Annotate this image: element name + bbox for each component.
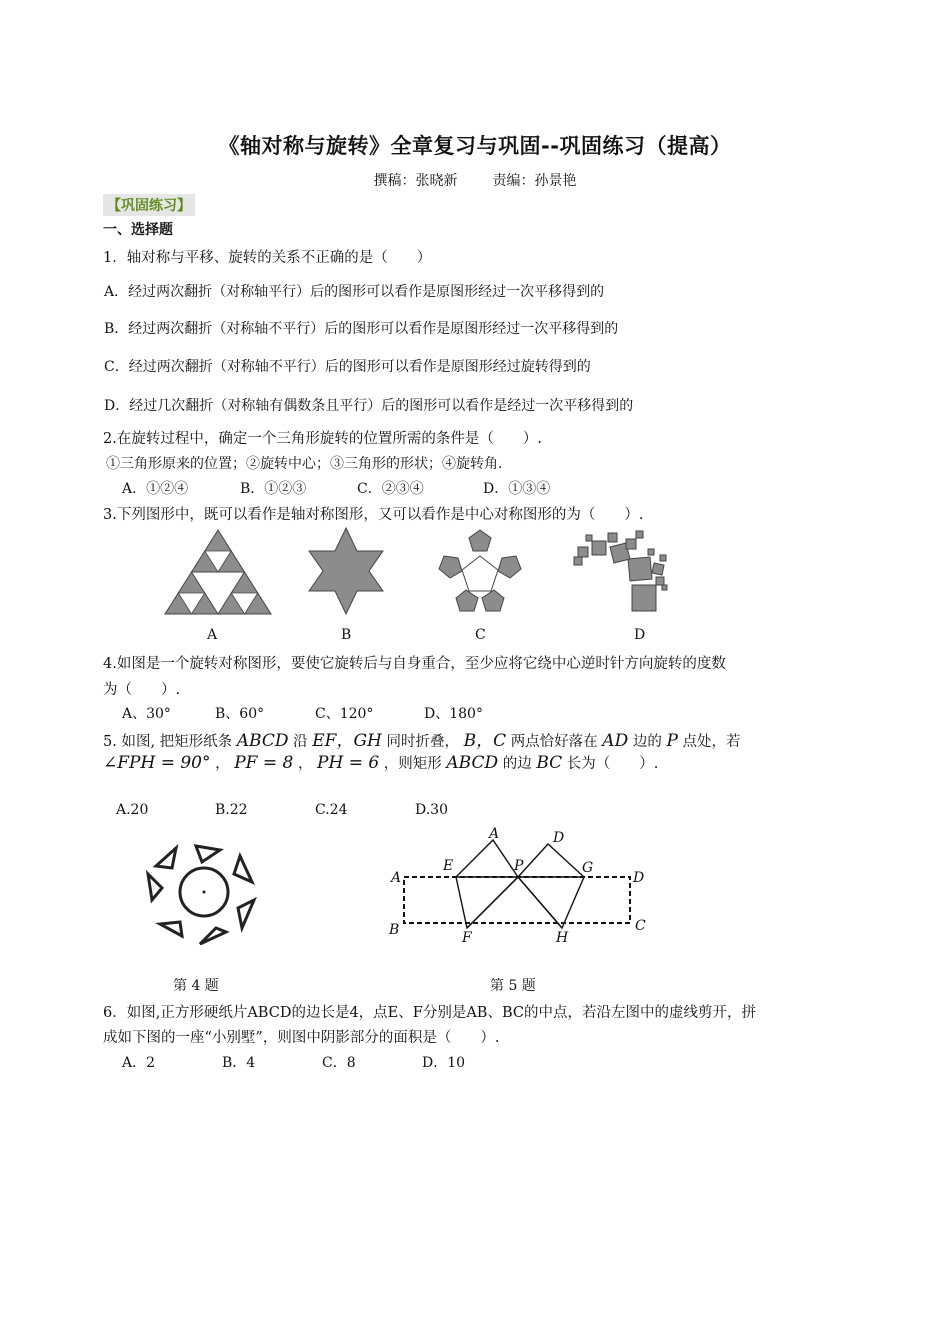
q2-conditions: ①三角形原来的位置；②旋转中心；③三角形的形状；④旋转角.	[106, 456, 503, 472]
q5-fig-label-a: A	[391, 870, 402, 886]
q2-option-b: B．①②③	[240, 481, 307, 497]
q5-fig-label-f: F	[462, 930, 472, 946]
q5-text: ，	[215, 756, 230, 772]
q5-fig-label-h: H	[556, 930, 569, 946]
q5-text: 5. 如图, 把矩形纸条	[103, 734, 233, 750]
q3-figure-a-sierpinski	[163, 528, 273, 616]
q5-math-ph: PH = 6	[317, 753, 380, 773]
q5-text: 同时折叠，	[386, 734, 459, 750]
q3-label-a: A	[207, 627, 218, 643]
page-title: 《轴对称与旋转》全章复习与巩固--巩固练习（提高）	[218, 134, 732, 158]
q5-text: 边的	[632, 734, 662, 750]
q6-option-a: A．2	[122, 1055, 156, 1071]
q5-text: 两点恰好落在	[510, 734, 598, 750]
q5-option-a: A.20	[116, 802, 149, 818]
q5-text: 长为（ ）.	[566, 756, 659, 772]
q5-math-ef-gh: EF，GH	[312, 731, 382, 751]
q6-stem-line2: 成如下图的一座“小别墅”，则图中阴影部分的面积是（ ）.	[103, 1030, 500, 1046]
q5-stem-line2	[103, 752, 658, 773]
q5-fig-label-p: P	[514, 858, 524, 874]
q6-option-d: D．10	[422, 1055, 466, 1071]
q5-option-b: B.22	[215, 802, 248, 818]
q1-option-b: B．经过两次翻折（对称轴不平行）后的图形可以看作是原图形经过一次平移得到的	[104, 321, 619, 337]
caption-q5: 第 5 题	[490, 978, 536, 994]
q6-option-c: C．8	[322, 1055, 356, 1071]
editor: 责编：孙景艳	[492, 173, 577, 189]
q5-fig-label-b: B	[389, 922, 400, 938]
caption-q4: 第 4 题	[173, 978, 219, 994]
q2-option-a: A．①②④	[122, 481, 189, 497]
q5-text: 沿	[293, 734, 308, 750]
q4-option-b: B、60°	[215, 706, 265, 722]
q5-math-angle: ∠FPH = 90°	[103, 753, 211, 773]
q1-option-a: A．经过两次翻折（对称轴平行）后的图形可以看作是原图形经过一次平移得到的	[104, 284, 605, 300]
q5-math-bc-points: B，C	[463, 731, 507, 751]
q5-text: 点处，若	[682, 734, 741, 750]
q5-fig-label-a-top: A	[489, 826, 500, 842]
q5-math-bc: BC	[536, 753, 563, 773]
q5-math-abcd: ABCD	[236, 731, 289, 751]
q1-option-d: D．经过几次翻折（对称轴有偶数条且平行）后的图形可以看作是经过一次平移得到的	[104, 398, 634, 414]
q5-math-abcd: ABCD	[446, 753, 499, 773]
q5-text: 的边	[502, 756, 532, 772]
q3-figure-b-hexagram	[307, 526, 385, 616]
q5-math-p: P	[666, 731, 678, 751]
q5-fig-label-c: C	[635, 918, 646, 934]
q5-option-c: C.24	[315, 802, 348, 818]
q3-label-b: B	[341, 627, 352, 643]
q6-stem-line1: 6．如图,正方形硬纸片ABCD的边长是4，点E、F分别是AB、BC的中点，若沿左图中的虚线剪开，拼	[103, 1005, 756, 1021]
q3-figure-d-pythagoras-tree	[570, 527, 670, 615]
q3-label-c: C	[475, 627, 486, 643]
q4-option-c: C、120°	[315, 706, 374, 722]
section-badge: 【巩固练习】	[103, 194, 195, 216]
byline	[0, 170, 950, 190]
section-heading: 一、选择题	[103, 222, 173, 238]
q1-option-c: C．经过两次翻折（对称轴不平行）后的图形可以看作是原图形经过旋转得到的	[104, 359, 591, 375]
q4-option-d: D、180°	[424, 706, 483, 722]
q2-option-c: C．②③④	[357, 481, 424, 497]
q5-option-d: D.30	[415, 802, 448, 818]
q4-stem-line2: 为（ ）.	[103, 682, 181, 698]
q4-option-a: A、30°	[122, 706, 171, 722]
q3-label-d: D	[634, 627, 646, 643]
q5-fig-label-e: E	[443, 858, 454, 874]
q5-fig-label-d: D	[633, 870, 645, 886]
q3-figure-c-pentagon-ring	[432, 528, 528, 618]
q4-stem-line1: 4.如图是一个旋转对称图形，要使它旋转后与自身重合，至少应将它绕中心逆时针方向旋转的度数	[103, 656, 726, 672]
q5-math-ad: AD	[602, 731, 629, 751]
q5-figure-folded-rectangle	[385, 822, 655, 948]
q1-stem: 1．轴对称与平移、旋转的关系不正确的是（ ）	[103, 250, 432, 266]
q6-option-b: B．4	[222, 1055, 256, 1071]
q2-option-d: D．①③④	[483, 481, 551, 497]
q3-stem: 3.下列图形中，既可以看作是轴对称图形，又可以看作是中心对称图形的为（ ）.	[103, 507, 644, 523]
q5-math-pf: PF = 8	[234, 753, 294, 773]
q5-text: ，	[297, 756, 313, 772]
q5-text: ，则矩形	[383, 756, 442, 772]
author: 撰稿：张晓新	[373, 173, 458, 189]
q2-stem: 2.在旋转过程中，确定一个三角形旋转的位置所需的条件是（ ）.	[103, 431, 542, 447]
q5-fig-label-d-top: D	[553, 830, 565, 846]
q5-stem-line1	[103, 726, 741, 751]
q4-figure-rotational	[142, 838, 266, 954]
q5-fig-label-g: G	[582, 860, 594, 876]
